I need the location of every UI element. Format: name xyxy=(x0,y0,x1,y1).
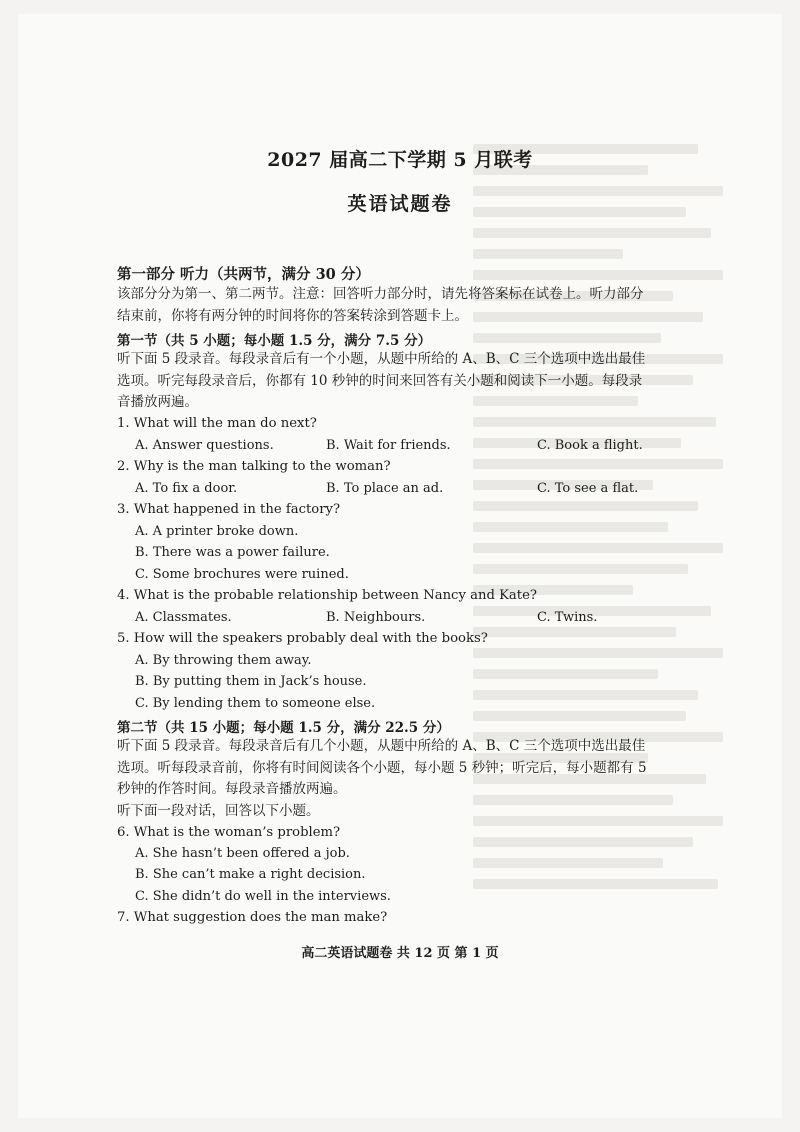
part-one-instructions: 该部分分为第一、第二两节。注意：回答听力部分时，请先将答案标在试卷上。听力部分结束前，你将有两分钟的时间将你的答案转涂到答题卡上。 xyxy=(117,286,644,324)
question-5: 5. How will the speakers probably deal with the books? xyxy=(117,631,488,646)
question-2: 2. Why is the man talking to the woman? xyxy=(117,459,391,474)
question-1: 1. What will the man do next? xyxy=(117,416,317,431)
question-2-option-c: C. To see a flat. xyxy=(537,481,639,496)
question-4-option-b: B. Neighbours. xyxy=(326,610,426,625)
part-one-heading: 第一部分 听力（共两节，满分 30 分） xyxy=(117,266,370,283)
question-7: 7. What suggestion does the man make? xyxy=(117,910,388,925)
question-6-option-c: C. She didn’t do well in the interviews. xyxy=(135,889,391,904)
question-3-option-a: A. A printer broke down. xyxy=(135,524,299,539)
question-3: 3. What happened in the factory? xyxy=(117,502,341,517)
question-3-option-c: C. Some brochures were ruined. xyxy=(135,567,349,582)
exam-title: 2027 届高二下学期 5 月联考 xyxy=(267,149,533,171)
question-4: 4. What is the probable relationship between Nancy and Kate? xyxy=(117,588,537,603)
question-4-option-c: C. Twins. xyxy=(537,610,598,625)
question-3-option-b: B. There was a power failure. xyxy=(135,545,330,560)
section-one-instructions: 听下面 5 段录音。每段录音后有一个小题，从题中所给的 A、B、C 三个选项中选出最佳选项。听完每段录音后，你都有 10 秒钟的时间来回答有关小题和阅读下一小题。每段录音播放两遍。 xyxy=(117,351,646,410)
section-two-note: 听下面一段对话，回答以下小题。 xyxy=(117,803,320,819)
section-two-heading: 第二节（共 15 小题；每小题 1.5 分，满分 22.5 分） xyxy=(117,720,450,736)
question-2-option-b: B. To place an ad. xyxy=(326,481,444,496)
question-5-option-a: A. By throwing them away. xyxy=(135,653,312,668)
question-6-option-b: B. She can’t make a right decision. xyxy=(135,867,366,882)
question-5-option-b: B. By putting them in Jack’s house. xyxy=(135,674,367,689)
question-5-option-c: C. By lending them to someone else. xyxy=(135,696,376,711)
section-two-instructions: 听下面 5 段录音。每段录音后有几个小题，从题中所给的 A、B、C 三个选项中选出最佳选项。听每段录音前，你将有时间阅读各个小题，每小题 5 秒钟；听完后，每小题都有 5 秒钟的作答时间。每段录音播放两遍。 xyxy=(117,738,647,797)
question-4-option-a: A. Classmates. xyxy=(135,610,232,625)
question-2-option-a: A. To fix a door. xyxy=(135,481,238,496)
page-footer: 高二英语试题卷 共 12 页 第 1 页 xyxy=(301,946,499,961)
question-1-option-c: C. Book a flight. xyxy=(537,438,643,453)
question-6-option-a: A. She hasn’t been offered a job. xyxy=(135,846,350,861)
question-6: 6. What is the woman’s problem? xyxy=(117,825,341,840)
question-1-option-a: A. Answer questions. xyxy=(135,438,274,453)
section-one-heading: 第一节（共 5 小题；每小题 1.5 分，满分 7.5 分） xyxy=(117,333,432,349)
question-1-option-b: B. Wait for friends. xyxy=(326,438,451,453)
exam-subtitle: 英语试题卷 xyxy=(347,193,453,215)
